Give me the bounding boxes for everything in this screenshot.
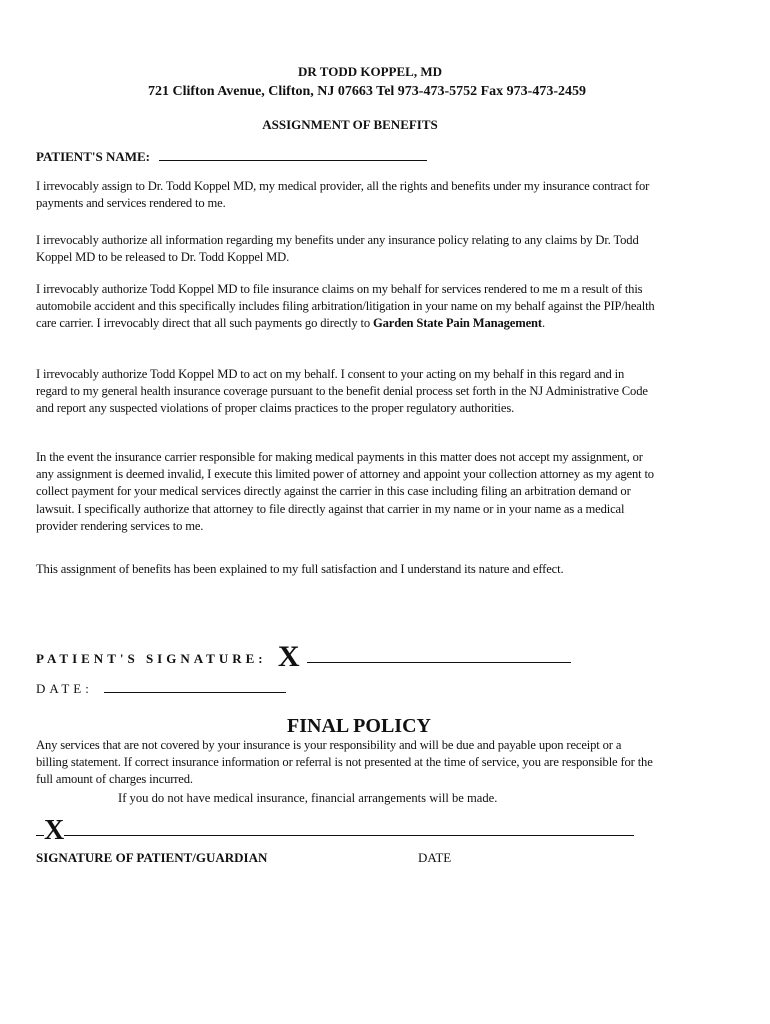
paragraph-assign: I irrevocably assign to Dr. Todd Koppel MD, my medical provider, all the rights and benefits under my insurance contract for payments and services rendered to me. [36, 179, 650, 211]
date-row [36, 680, 286, 697]
payee-period: . [541, 316, 545, 331]
patient-signature-field[interactable] [307, 650, 571, 663]
patient-name-field[interactable] [159, 148, 427, 161]
guardian-signature-field[interactable] [64, 823, 634, 836]
patient-signature-row [36, 640, 571, 674]
patient-name-label: PATIENT'S NAME: [36, 149, 150, 164]
payee-name: Garden State Pain Management [372, 316, 542, 331]
paragraph-power-of-attorney: In the event the insurance carrier responsible for making medical payments in this matter does not accept my assignment, or any assignment is deemed invalid, I execute this limited power of attorney and appoint your collection attorney as my agent to collect payment for your medical services directly against the carrier in this case including filing an arbitration demand or lawsuit. I specifically authorize that attorney to file directly against that carrier in my name or in your name as a medical provider rendering services to me. [36, 450, 654, 533]
final-policy-note: If you do not have medical insurance, financial arrangements will be made. [118, 791, 498, 805]
date-field[interactable] [104, 680, 286, 693]
paragraph-explained: This assignment of benefits has been explained to my full satisfaction and I understand its nature and effect. [36, 562, 564, 576]
patient-name-row [36, 148, 427, 165]
paragraph-authorize-info: I irrevocably authorize all information regarding my benefits under any insurance policy relating to any claims by Dr. Todd Koppel MD to be released to Dr. Todd Koppel MD. [36, 233, 639, 265]
final-policy-body: Any services that are not covered by your insurance is your responsibility and will be due and payable upon receipt or a billing statement. If correct insurance information or referral is not presented at the time of service, you are responsible for the full amount of charges incurred. [36, 738, 653, 787]
practice-name: DR TODD KOPPEL, MD [298, 64, 442, 79]
paragraph-file-claims-text: I irrevocably authorize Todd Koppel MD to file insurance claims on my behalf for services rendered to me m a result of this automobile accident and this specifically includes filing arbitration/litigation in your name on my behalf against the PIP/health care carrier. I irrevocably direct that all such payments go directly to [36, 282, 655, 331]
guardian-date-label: DATE [418, 850, 452, 865]
paragraph-file-claims [36, 281, 656, 333]
practice-address: 721 Clifton Avenue, Clifton, NJ 07663 Tel 973-473-5752 Fax 973-473-2459 [147, 84, 586, 99]
guardian-signature-label: SIGNATURE OF PATIENT/GUARDIAN [36, 850, 268, 865]
document-title: ASSIGNMENT OF BENEFITS [262, 117, 438, 132]
guardian-signature-x-mark: X [44, 815, 65, 846]
date-label: DATE: [36, 681, 93, 696]
guardian-signature-lead-line [36, 823, 44, 836]
guardian-signature-row [36, 815, 634, 847]
signature-x-mark: X [277, 640, 300, 673]
final-policy-title: FINAL POLICY [287, 715, 431, 737]
patient-signature-label: PATIENT'S SIGNATURE: [36, 651, 267, 666]
paragraph-act-on-behalf: I irrevocably authorize Todd Koppel MD to act on my behalf. I consent to your acting on my behalf in this regard and in regard to my general health insurance coverage pursuant to the benefit denial process set forth in the NJ Administrative Code and report any suspected violations of proper claims practices to the proper regulatory authorities. [36, 367, 648, 416]
